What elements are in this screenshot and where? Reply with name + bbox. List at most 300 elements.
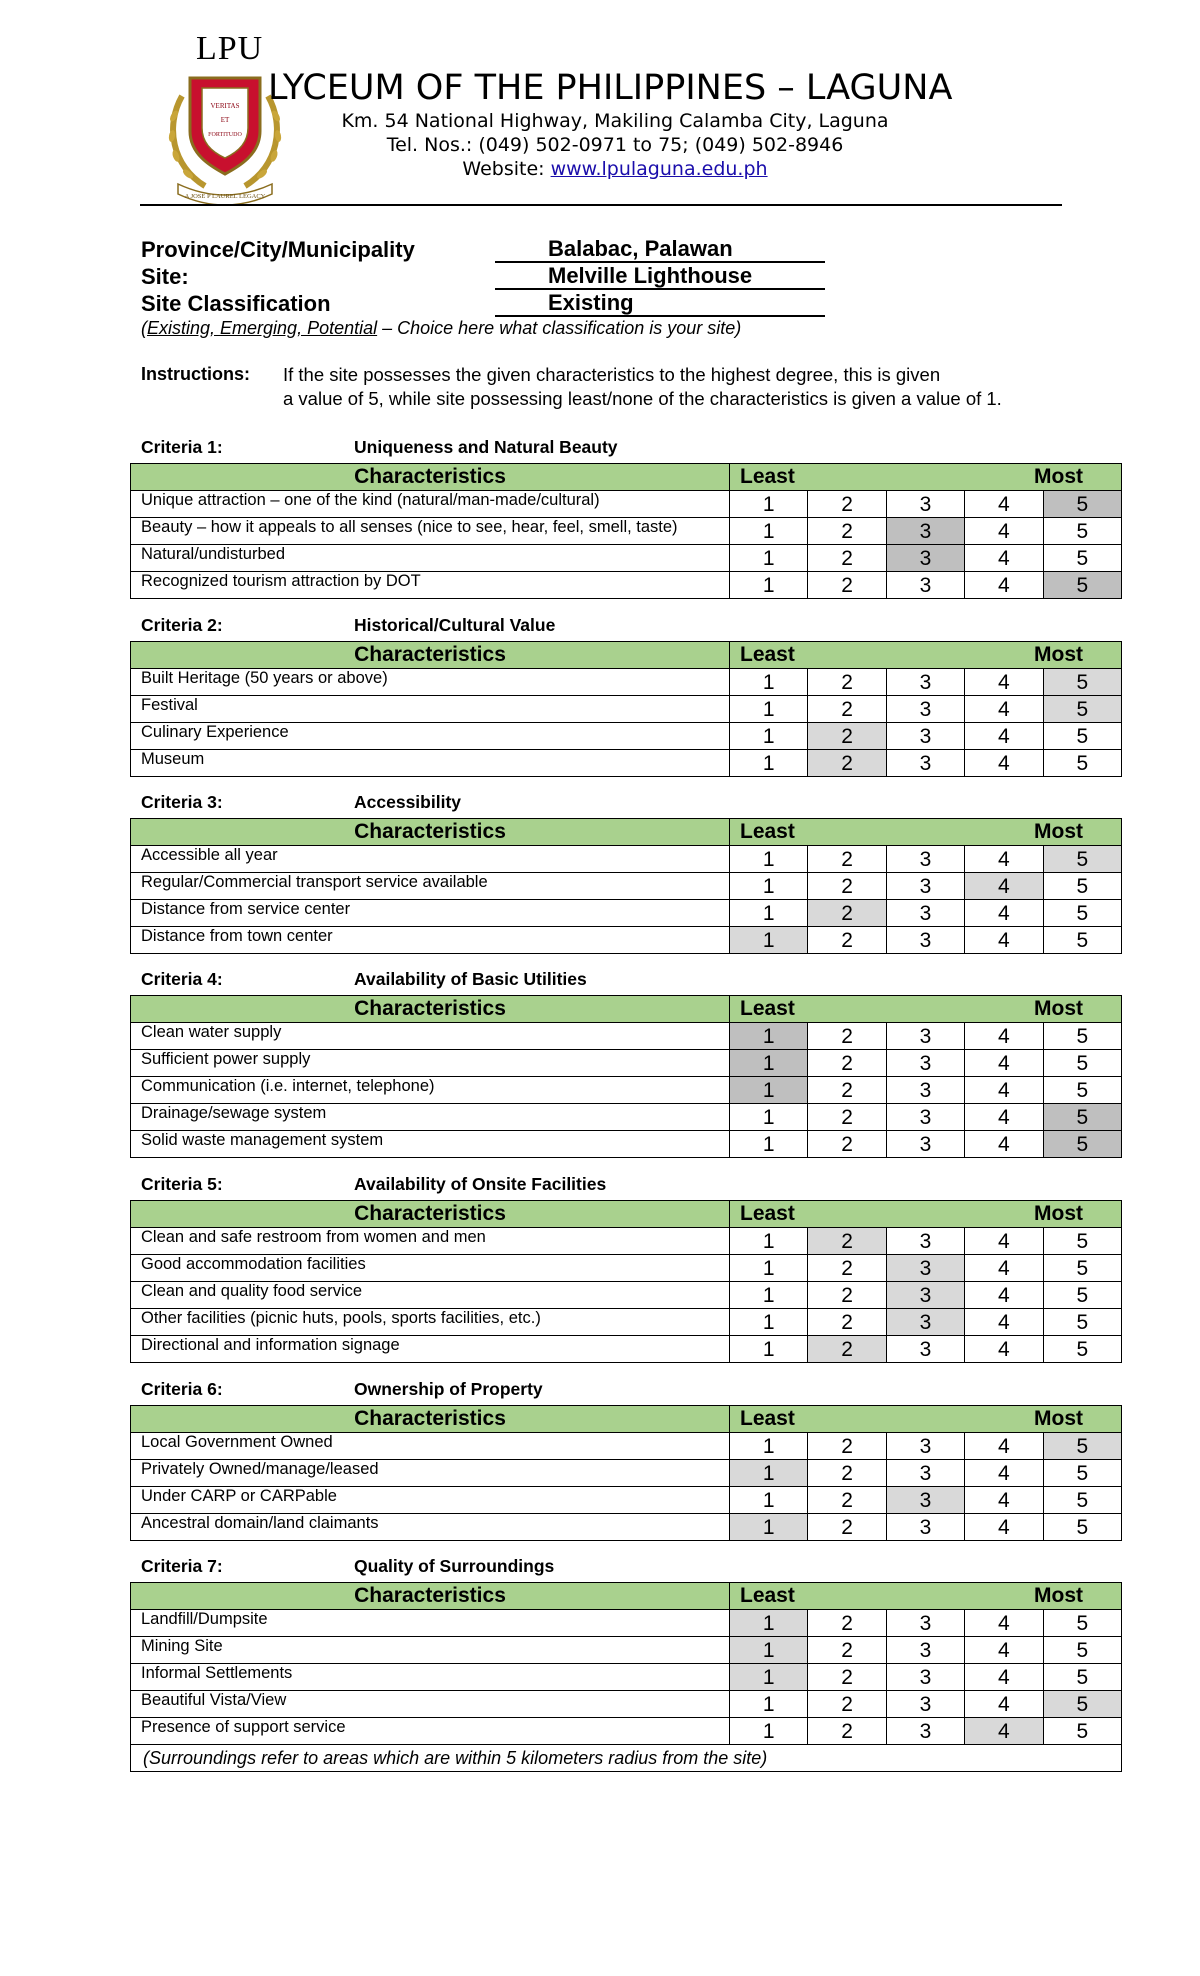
table-row: [131, 846, 1122, 873]
table-row: [131, 1131, 1122, 1158]
instructions-line-1: If the site possesses the given characteristics to the highest degree, this is given: [283, 364, 941, 385]
table-header-row: [131, 996, 1122, 1023]
seal-motto-1: VERITAS: [210, 102, 240, 110]
rating-cell-1[interactable]: 1: [730, 572, 808, 599]
criteria-heading: [141, 437, 618, 458]
school-phones: Tel. Nos.: (049) 502-0971 to 75; (049) 502-8946: [386, 134, 844, 156]
characteristic-label: Clean and quality food service: [131, 1282, 730, 1309]
rating-cell-1[interactable]: 1: [730, 1131, 808, 1158]
rating-cell-3[interactable]: 3: [886, 1460, 964, 1487]
rating-cell-4[interactable]: 4: [965, 1336, 1043, 1363]
rating-cell-4[interactable]: 4: [965, 1664, 1043, 1691]
rating-cell-2[interactable]: 2: [808, 750, 886, 777]
table-row: [131, 750, 1122, 777]
characteristic-label: Under CARP or CARPable: [131, 1487, 730, 1514]
scale-header: [730, 1583, 1122, 1610]
rating-cell-5[interactable]: 5: [1043, 1637, 1121, 1664]
rating-cell-2[interactable]: 2: [808, 1228, 886, 1255]
rating-cell-1[interactable]: 1: [730, 545, 808, 572]
criteria-table: [130, 1582, 1122, 1772]
rating-cell-3[interactable]: 3: [886, 1104, 964, 1131]
rating-cell-4[interactable]: 4: [965, 545, 1043, 572]
scale-header: [730, 464, 1122, 491]
rating-cell-4[interactable]: 4: [965, 900, 1043, 927]
rating-cell-2[interactable]: 2: [808, 1050, 886, 1077]
table-row: [131, 873, 1122, 900]
rating-cell-3[interactable]: 3: [886, 1336, 964, 1363]
criteria-number: Criteria 6:: [141, 1379, 223, 1399]
rating-cell-3[interactable]: 3: [886, 846, 964, 873]
rating-cell-1[interactable]: 1: [730, 723, 808, 750]
rating-cell-2[interactable]: 2: [808, 1023, 886, 1050]
table-row: [131, 1610, 1122, 1637]
rating-cell-3[interactable]: 3: [886, 1228, 964, 1255]
rating-cell-4[interactable]: 4: [965, 518, 1043, 545]
most-label: Most: [1034, 1202, 1083, 1225]
rating-cell-1[interactable]: 1: [730, 1487, 808, 1514]
rating-cell-2[interactable]: 2: [808, 1077, 886, 1104]
least-label: Least: [740, 465, 795, 488]
rating-cell-5[interactable]: 5: [1043, 1228, 1121, 1255]
rating-cell-4[interactable]: 4: [965, 572, 1043, 599]
rating-cell-1[interactable]: 1: [730, 1610, 808, 1637]
characteristic-label: Natural/undisturbed: [131, 545, 730, 572]
table-row: [131, 1309, 1122, 1336]
rating-cell-1[interactable]: 1: [730, 927, 808, 954]
rating-cell-1[interactable]: 1: [730, 1433, 808, 1460]
rating-cell-3[interactable]: 3: [886, 1255, 964, 1282]
rating-cell-4[interactable]: 4: [965, 491, 1043, 518]
rating-cell-1[interactable]: 1: [730, 669, 808, 696]
criteria-heading: [141, 792, 461, 813]
characteristic-label: Distance from town center: [131, 927, 730, 954]
rating-cell-1[interactable]: 1: [730, 1460, 808, 1487]
rating-cell-5[interactable]: 5: [1043, 1255, 1121, 1282]
criteria-table: [130, 1405, 1122, 1541]
rating-cell-4[interactable]: 4: [965, 1255, 1043, 1282]
rating-cell-3[interactable]: 3: [886, 1664, 964, 1691]
rating-cell-2[interactable]: 2: [808, 723, 886, 750]
rating-cell-5[interactable]: 5: [1043, 1718, 1121, 1745]
criteria-title: Historical/Cultural Value: [354, 615, 556, 635]
rating-cell-2[interactable]: 2: [808, 545, 886, 572]
rating-cell-4[interactable]: 4: [965, 1514, 1043, 1541]
rating-cell-1[interactable]: 1: [730, 1691, 808, 1718]
rating-cell-5[interactable]: 5: [1043, 696, 1121, 723]
rating-cell-3[interactable]: 3: [886, 1050, 964, 1077]
criteria-heading: [141, 1379, 543, 1400]
rating-cell-1[interactable]: 1: [730, 873, 808, 900]
characteristic-label: Directional and information signage: [131, 1336, 730, 1363]
table-row: [131, 1050, 1122, 1077]
classification-note-open: (: [141, 318, 147, 338]
criteria-title: Availability of Onsite Facilities: [354, 1174, 607, 1194]
criteria-number: Criteria 7:: [141, 1556, 223, 1576]
scale-header: [730, 996, 1122, 1023]
most-label: Most: [1034, 997, 1083, 1020]
criteria-heading: [141, 1556, 555, 1577]
rating-cell-3[interactable]: 3: [886, 1718, 964, 1745]
characteristic-label: Culinary Experience: [131, 723, 730, 750]
classification-value-text: Existing: [548, 290, 634, 315]
least-label: Least: [740, 643, 795, 666]
rating-cell-5[interactable]: 5: [1043, 1487, 1121, 1514]
most-label: Most: [1034, 1584, 1083, 1607]
table-row: [131, 927, 1122, 954]
rating-cell-4[interactable]: 4: [965, 1610, 1043, 1637]
school-name: LYCEUM OF THE PHILIPPINES – LAGUNA: [268, 68, 953, 108]
site-label: Site:: [141, 264, 189, 289]
rating-cell-1[interactable]: 1: [730, 1514, 808, 1541]
classification-note-text: – Choice here what classification is your site): [377, 318, 742, 338]
characteristic-label: Unique attraction – one of the kind (natural/man-made/cultural): [131, 491, 730, 518]
school-address: Km. 54 National Highway, Makiling Calamba City, Laguna: [341, 110, 889, 132]
rating-cell-2[interactable]: 2: [808, 1637, 886, 1664]
table-row: [131, 1077, 1122, 1104]
rating-cell-2[interactable]: 2: [808, 572, 886, 599]
criteria-title: Ownership of Property: [354, 1379, 543, 1399]
rating-cell-2[interactable]: 2: [808, 873, 886, 900]
rating-cell-5[interactable]: 5: [1043, 1077, 1121, 1104]
rating-cell-3[interactable]: 3: [886, 696, 964, 723]
table-note-row: [131, 1745, 1122, 1772]
rating-cell-2[interactable]: 2: [808, 1610, 886, 1637]
rating-cell-2[interactable]: 2: [808, 900, 886, 927]
table-row: [131, 1282, 1122, 1309]
rating-cell-5[interactable]: 5: [1043, 572, 1121, 599]
rating-cell-1[interactable]: 1: [730, 491, 808, 518]
characteristic-label: Festival: [131, 696, 730, 723]
instructions-line-2: a value of 5, while site possessing least/none of the characteristics is given a value of 1.: [283, 388, 1002, 409]
criteria-number: Criteria 1:: [141, 437, 223, 457]
characteristic-label: Ancestral domain/land claimants: [131, 1514, 730, 1541]
characteristic-label: Communication (i.e. internet, telephone): [131, 1077, 730, 1104]
rating-cell-1[interactable]: 1: [730, 1664, 808, 1691]
rating-cell-4[interactable]: 4: [965, 873, 1043, 900]
rating-cell-1[interactable]: 1: [730, 1077, 808, 1104]
rating-cell-1[interactable]: 1: [730, 1637, 808, 1664]
criteria-title: Uniqueness and Natural Beauty: [354, 437, 618, 457]
criteria-table: [130, 641, 1122, 777]
rating-cell-3[interactable]: 3: [886, 927, 964, 954]
rating-cell-2[interactable]: 2: [808, 1131, 886, 1158]
instructions-label: Instructions:: [141, 364, 251, 384]
characteristic-label: Clean and safe restroom from women and men: [131, 1228, 730, 1255]
header-divider: [140, 204, 1062, 206]
rating-cell-2[interactable]: 2: [808, 669, 886, 696]
rating-cell-1[interactable]: 1: [730, 1050, 808, 1077]
rating-cell-1[interactable]: 1: [730, 750, 808, 777]
table-row: [131, 1514, 1122, 1541]
rating-cell-5[interactable]: 5: [1043, 900, 1121, 927]
rating-cell-4[interactable]: 4: [965, 1691, 1043, 1718]
website-label: Website:: [462, 158, 551, 180]
rating-cell-3[interactable]: 3: [886, 1691, 964, 1718]
scale-header: [730, 819, 1122, 846]
rating-cell-3[interactable]: 3: [886, 1023, 964, 1050]
surroundings-note: (Surroundings refer to areas which are within 5 kilometers radius from the site): [131, 1745, 1122, 1772]
rating-cell-3[interactable]: 3: [886, 1282, 964, 1309]
rating-cell-1[interactable]: 1: [730, 1282, 808, 1309]
rating-cell-5[interactable]: 5: [1043, 1514, 1121, 1541]
rating-cell-2[interactable]: 2: [808, 1104, 886, 1131]
rating-cell-5[interactable]: 5: [1043, 1282, 1121, 1309]
characteristic-label: Built Heritage (50 years or above): [131, 669, 730, 696]
rating-cell-5[interactable]: 5: [1043, 1610, 1121, 1637]
rating-cell-4[interactable]: 4: [965, 927, 1043, 954]
rating-cell-2[interactable]: 2: [808, 846, 886, 873]
rating-cell-4[interactable]: 4: [965, 1637, 1043, 1664]
criteria-table: [130, 1200, 1122, 1363]
table-row: [131, 1460, 1122, 1487]
rating-cell-4[interactable]: 4: [965, 1433, 1043, 1460]
rating-cell-2[interactable]: 2: [808, 1255, 886, 1282]
rating-cell-4[interactable]: 4: [965, 669, 1043, 696]
rating-cell-4[interactable]: 4: [965, 1460, 1043, 1487]
province-label: Province/City/Municipality: [141, 237, 415, 262]
rating-cell-5[interactable]: 5: [1043, 1131, 1121, 1158]
rating-cell-4[interactable]: 4: [965, 1309, 1043, 1336]
rating-cell-2[interactable]: 2: [808, 1718, 886, 1745]
table-row: [131, 545, 1122, 572]
characteristic-label: Good accommodation facilities: [131, 1255, 730, 1282]
criteria-heading: [141, 615, 556, 636]
table-header-row: [131, 819, 1122, 846]
rating-cell-3[interactable]: 3: [886, 900, 964, 927]
characteristic-label: Recognized tourism attraction by DOT: [131, 572, 730, 599]
rating-cell-2[interactable]: 2: [808, 1309, 886, 1336]
characteristic-label: Solid waste management system: [131, 1131, 730, 1158]
least-label: Least: [740, 1584, 795, 1607]
most-label: Most: [1034, 1407, 1083, 1430]
rating-cell-4[interactable]: 4: [965, 696, 1043, 723]
table-row: [131, 1691, 1122, 1718]
rating-cell-5[interactable]: 5: [1043, 723, 1121, 750]
rating-cell-5[interactable]: 5: [1043, 750, 1121, 777]
rating-cell-1[interactable]: 1: [730, 1309, 808, 1336]
rating-cell-1[interactable]: 1: [730, 1336, 808, 1363]
characteristic-label: Beauty – how it appeals to all senses (nice to see, hear, feel, smell, taste): [131, 518, 730, 545]
characteristics-header: Characteristics: [131, 819, 730, 846]
scale-header: [730, 1201, 1122, 1228]
site-value-text: Melville Lighthouse: [548, 263, 753, 288]
least-label: Least: [740, 997, 795, 1020]
rating-cell-4[interactable]: 4: [965, 1487, 1043, 1514]
table-row: [131, 1228, 1122, 1255]
criteria-title: Availability of Basic Utilities: [354, 969, 587, 989]
rating-cell-3[interactable]: 3: [886, 1433, 964, 1460]
rating-cell-5[interactable]: 5: [1043, 1336, 1121, 1363]
seal-motto-3: FORTITUDO: [208, 132, 242, 138]
rating-cell-1[interactable]: 1: [730, 900, 808, 927]
table-row: [131, 1637, 1122, 1664]
rating-cell-3[interactable]: 3: [886, 1077, 964, 1104]
least-label: Least: [740, 1407, 795, 1430]
rating-cell-3[interactable]: 3: [886, 1637, 964, 1664]
rating-cell-4[interactable]: 4: [965, 1077, 1043, 1104]
characteristics-header: Characteristics: [131, 464, 730, 491]
characteristics-header: Characteristics: [131, 996, 730, 1023]
rating-cell-2[interactable]: 2: [808, 1282, 886, 1309]
table-row: [131, 1664, 1122, 1691]
criteria-table: [130, 995, 1122, 1158]
table-row: [131, 723, 1122, 750]
table-row: [131, 1433, 1122, 1460]
rating-cell-5[interactable]: 5: [1043, 846, 1121, 873]
classification-label: Site Classification: [141, 291, 331, 316]
table-row: [131, 1336, 1122, 1363]
scale-header: [730, 642, 1122, 669]
rating-cell-1[interactable]: 1: [730, 1228, 808, 1255]
characteristics-header: Characteristics: [131, 1406, 730, 1433]
rating-cell-2[interactable]: 2: [808, 1433, 886, 1460]
rating-cell-5[interactable]: 5: [1043, 1460, 1121, 1487]
most-label: Most: [1034, 820, 1083, 843]
least-label: Least: [740, 820, 795, 843]
logo-lpu-text: LPU: [196, 30, 264, 67]
rating-cell-2[interactable]: 2: [808, 1691, 886, 1718]
rating-cell-5[interactable]: 5: [1043, 927, 1121, 954]
characteristic-label: Sufficient power supply: [131, 1050, 730, 1077]
rating-cell-3[interactable]: 3: [886, 491, 964, 518]
rating-cell-3[interactable]: 3: [886, 1309, 964, 1336]
criteria-title: Accessibility: [354, 792, 461, 812]
characteristic-label: Presence of support service: [131, 1718, 730, 1745]
rating-cell-1[interactable]: 1: [730, 1718, 808, 1745]
table-row: [131, 669, 1122, 696]
rating-cell-2[interactable]: 2: [808, 1514, 886, 1541]
rating-cell-2[interactable]: 2: [808, 518, 886, 545]
rating-cell-1[interactable]: 1: [730, 518, 808, 545]
rating-cell-4[interactable]: 4: [965, 1104, 1043, 1131]
rating-cell-4[interactable]: 4: [965, 1023, 1043, 1050]
rating-cell-2[interactable]: 2: [808, 1460, 886, 1487]
classification-options: Existing, Emerging, Potential: [147, 318, 378, 338]
characteristics-header: Characteristics: [131, 642, 730, 669]
rating-cell-3[interactable]: 3: [886, 723, 964, 750]
criteria-heading: [141, 969, 587, 990]
rating-cell-5[interactable]: 5: [1043, 1433, 1121, 1460]
criteria-heading: [141, 1174, 607, 1195]
table-header-row: [131, 1406, 1122, 1433]
rating-cell-5[interactable]: 5: [1043, 669, 1121, 696]
rating-cell-5[interactable]: 5: [1043, 1691, 1121, 1718]
rating-cell-2[interactable]: 2: [808, 1487, 886, 1514]
site-value: [495, 264, 825, 290]
rating-cell-5[interactable]: 5: [1043, 518, 1121, 545]
rating-cell-1[interactable]: 1: [730, 846, 808, 873]
rating-cell-1[interactable]: 1: [730, 1255, 808, 1282]
criteria-table: [130, 818, 1122, 954]
rating-cell-2[interactable]: 2: [808, 1664, 886, 1691]
table-row: [131, 900, 1122, 927]
rating-cell-4[interactable]: 4: [965, 1228, 1043, 1255]
classification-value: [495, 291, 825, 317]
rating-cell-3[interactable]: 3: [886, 1610, 964, 1637]
criteria-number: Criteria 4:: [141, 969, 223, 989]
rating-cell-2[interactable]: 2: [808, 927, 886, 954]
rating-cell-2[interactable]: 2: [808, 1336, 886, 1363]
characteristic-label: Mining Site: [131, 1637, 730, 1664]
rating-cell-4[interactable]: 4: [965, 750, 1043, 777]
rating-cell-3[interactable]: 3: [886, 572, 964, 599]
characteristic-label: Distance from service center: [131, 900, 730, 927]
characteristic-label: Accessible all year: [131, 846, 730, 873]
rating-cell-3[interactable]: 3: [886, 545, 964, 572]
rating-cell-1[interactable]: 1: [730, 1023, 808, 1050]
rating-cell-4[interactable]: 4: [965, 1131, 1043, 1158]
rating-cell-5[interactable]: 5: [1043, 873, 1121, 900]
table-row: [131, 1487, 1122, 1514]
rating-cell-3[interactable]: 3: [886, 1131, 964, 1158]
table-row: [131, 1255, 1122, 1282]
rating-cell-2[interactable]: 2: [808, 491, 886, 518]
rating-cell-5[interactable]: 5: [1043, 1104, 1121, 1131]
table-header-row: [131, 1201, 1122, 1228]
criteria-table: [130, 463, 1122, 599]
seal-banner-text: A JOSE P LAUREL LEGACY: [184, 193, 266, 200]
characteristic-label: Landfill/Dumpsite: [131, 1610, 730, 1637]
rating-cell-4[interactable]: 4: [965, 723, 1043, 750]
rating-cell-2[interactable]: 2: [808, 696, 886, 723]
rating-cell-4[interactable]: 4: [965, 1282, 1043, 1309]
province-value: [495, 237, 825, 263]
rating-cell-4[interactable]: 4: [965, 1718, 1043, 1745]
most-label: Most: [1034, 643, 1083, 666]
rating-cell-5[interactable]: 5: [1043, 545, 1121, 572]
province-value-text: Balabac, Palawan: [548, 236, 733, 261]
table-row: [131, 1023, 1122, 1050]
characteristic-label: Museum: [131, 750, 730, 777]
characteristic-label: Privately Owned/manage/leased: [131, 1460, 730, 1487]
criteria-number: Criteria 5:: [141, 1174, 223, 1194]
table-row: [131, 1718, 1122, 1745]
rating-cell-1[interactable]: 1: [730, 1104, 808, 1131]
table-header-row: [131, 464, 1122, 491]
rating-cell-3[interactable]: 3: [886, 669, 964, 696]
characteristic-label: Local Government Owned: [131, 1433, 730, 1460]
rating-cell-5[interactable]: 5: [1043, 1664, 1121, 1691]
characteristic-label: Other facilities (picnic huts, pools, sports facilities, etc.): [131, 1309, 730, 1336]
rating-cell-5[interactable]: 5: [1043, 1023, 1121, 1050]
rating-cell-5[interactable]: 5: [1043, 1050, 1121, 1077]
scale-header: [730, 1406, 1122, 1433]
table-row: [131, 1104, 1122, 1131]
characteristic-label: Regular/Commercial transport service available: [131, 873, 730, 900]
website-link[interactable]: www.lpulaguna.edu.ph: [550, 158, 768, 180]
rating-cell-1[interactable]: 1: [730, 696, 808, 723]
table-row: [131, 696, 1122, 723]
table-header-row: [131, 1583, 1122, 1610]
criteria-number: Criteria 3:: [141, 792, 223, 812]
characteristic-label: Drainage/sewage system: [131, 1104, 730, 1131]
rating-cell-5[interactable]: 5: [1043, 491, 1121, 518]
rating-cell-3[interactable]: 3: [886, 1514, 964, 1541]
characteristic-label: Clean water supply: [131, 1023, 730, 1050]
table-row: [131, 518, 1122, 545]
rating-cell-3[interactable]: 3: [886, 873, 964, 900]
table-row: [131, 491, 1122, 518]
rating-cell-3[interactable]: 3: [886, 1487, 964, 1514]
rating-cell-5[interactable]: 5: [1043, 1309, 1121, 1336]
criteria-title: Quality of Surroundings: [354, 1556, 555, 1576]
least-label: Least: [740, 1202, 795, 1225]
rating-cell-3[interactable]: 3: [886, 518, 964, 545]
rating-cell-4[interactable]: 4: [965, 1050, 1043, 1077]
most-label: Most: [1034, 465, 1083, 488]
rating-cell-4[interactable]: 4: [965, 846, 1043, 873]
rating-cell-3[interactable]: 3: [886, 750, 964, 777]
